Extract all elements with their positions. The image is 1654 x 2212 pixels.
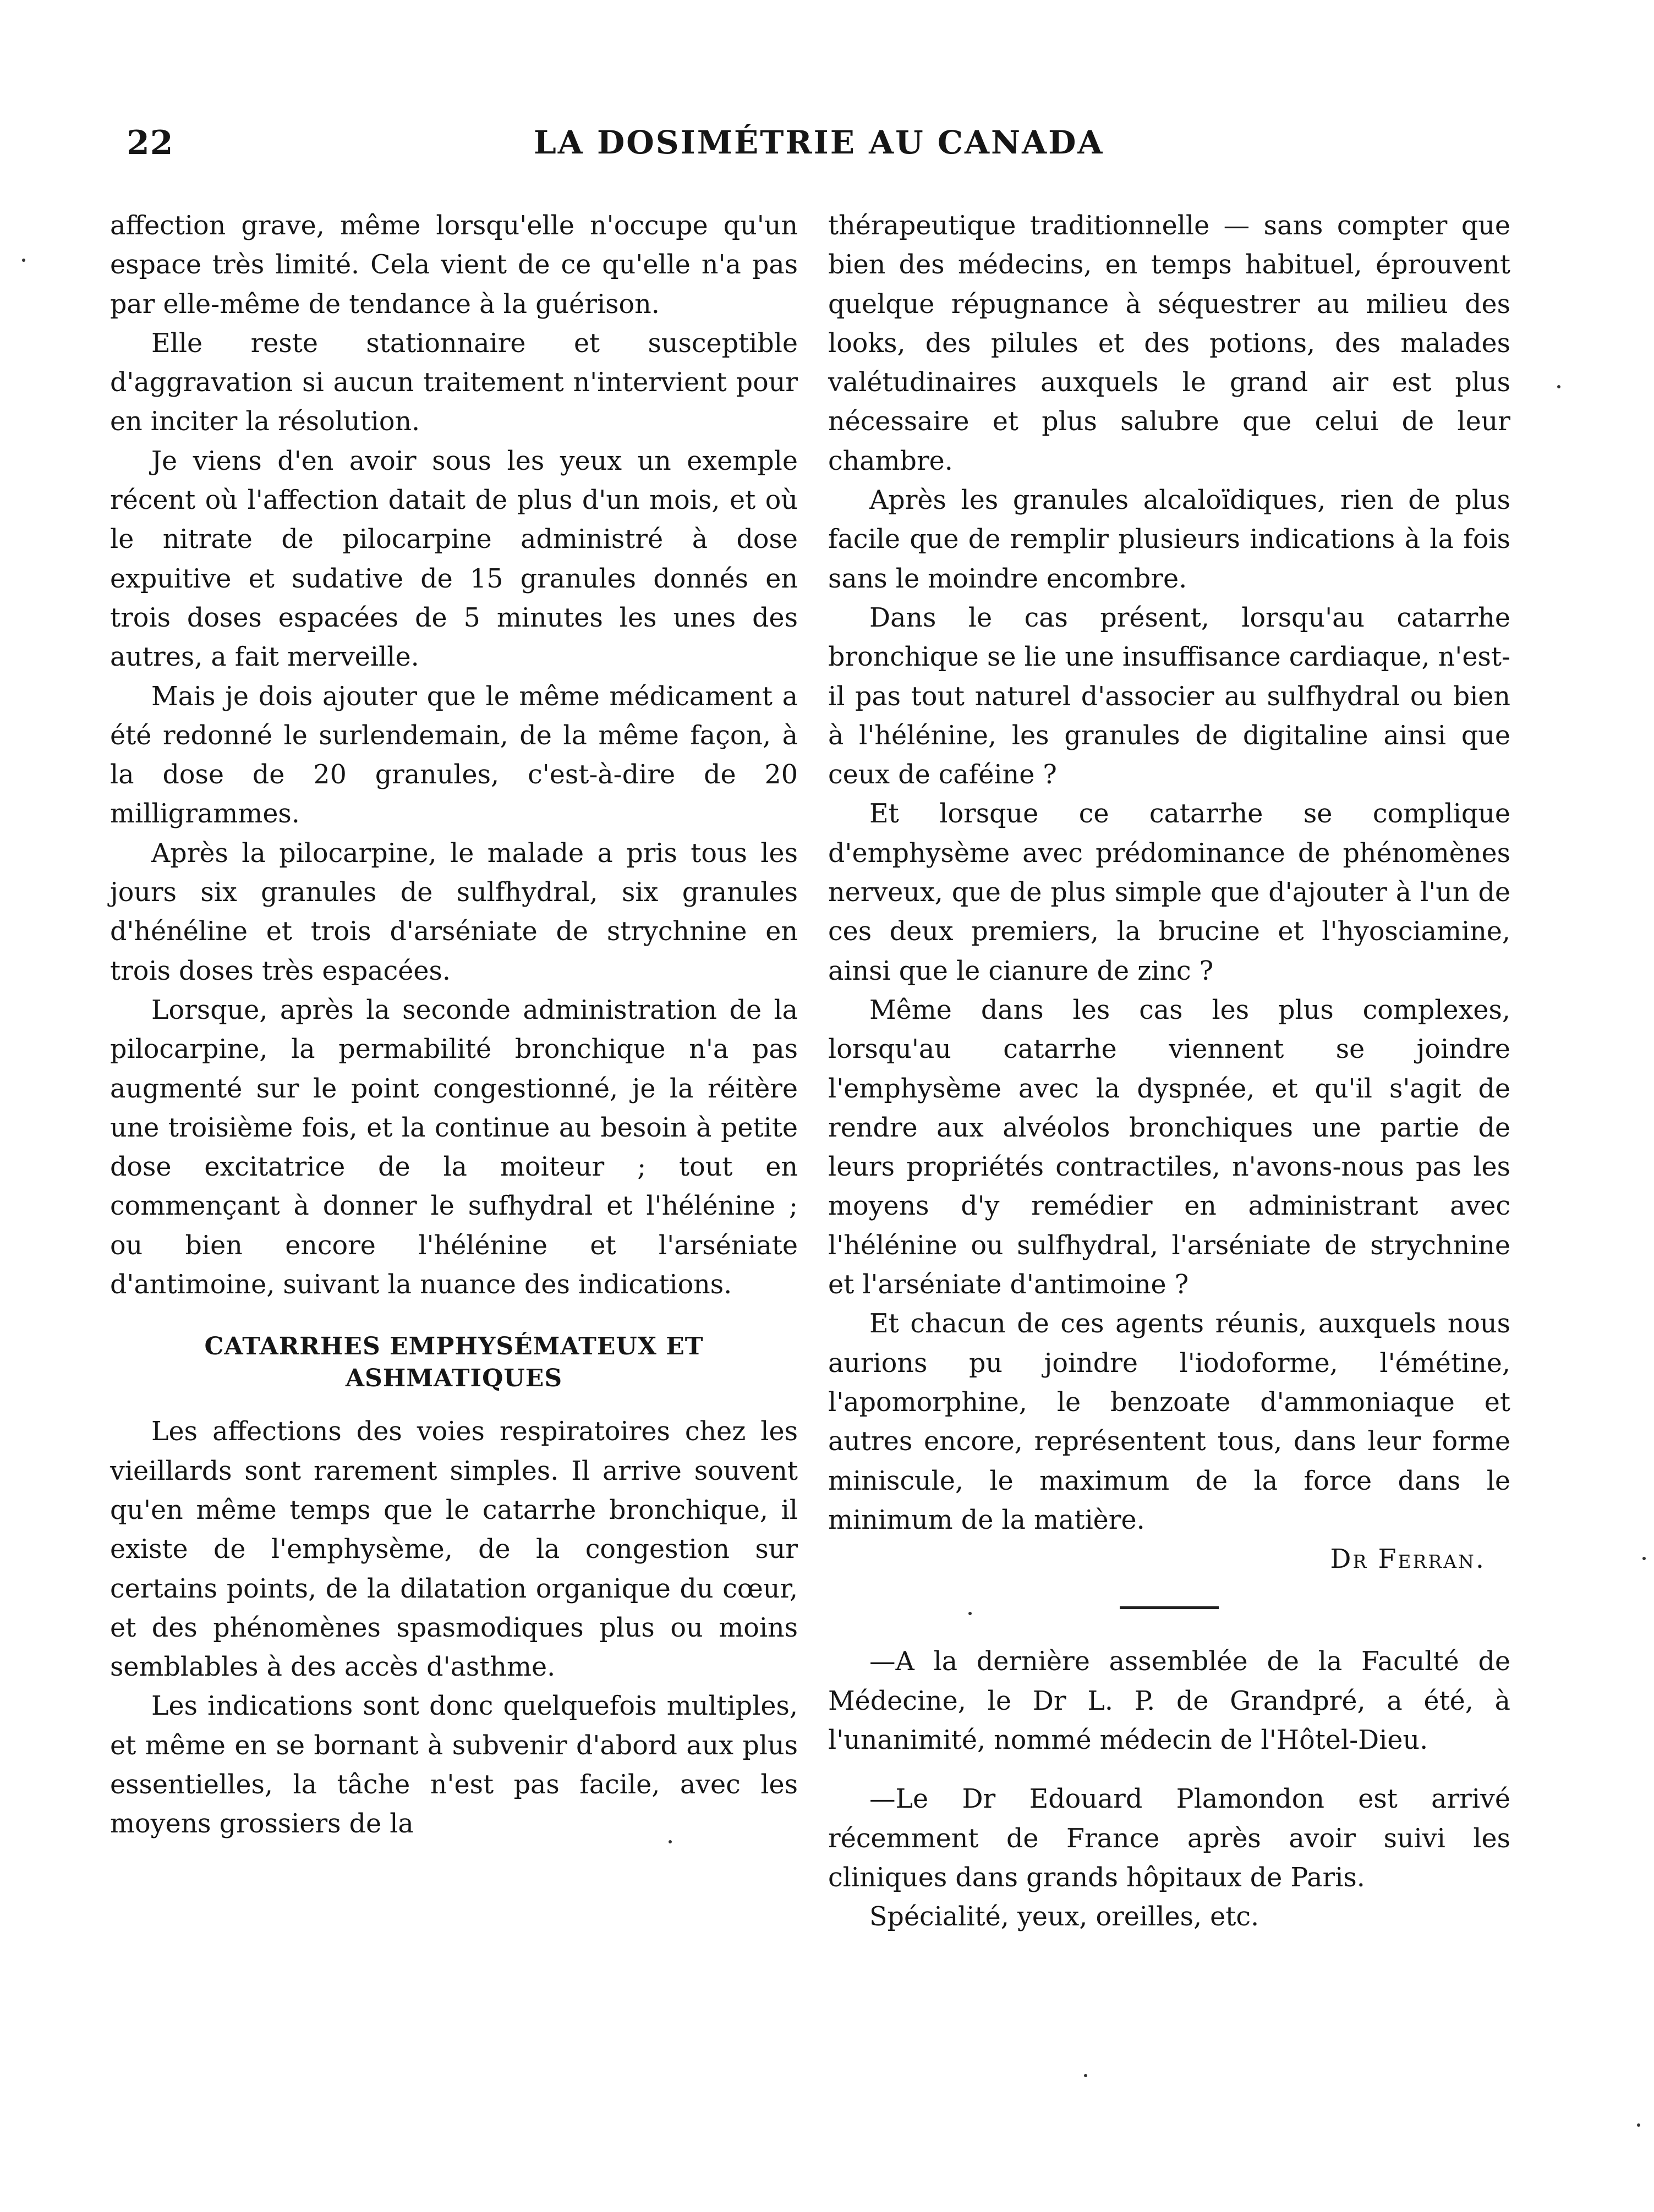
section-divider bbox=[1120, 1606, 1219, 1609]
paragraph: Je viens d'en avoir sous les yeux un exemple récent où l'affection datait de plus d'un mois, et où le nitrate de pilocarpine administré à dose expuitive et sudative de 15 granules donnés en trois doses espacées de 5 minutes les unes des autres, a fait merveille. bbox=[110, 446, 798, 673]
paragraph: Elle reste stationnaire et susceptible d'aggravation si aucun traitement n'intervient pour en inciter la résolution. bbox=[110, 328, 798, 437]
paragraph: Mais je dois ajouter que le même médicament a été redonné le surlendemain, de la même façon, à la dose de 20 granules, c'est-à-dire de 20 milligrammes. bbox=[110, 681, 798, 830]
scan-speck bbox=[1557, 385, 1560, 388]
page-header bbox=[127, 124, 1524, 173]
paragraph: thérapeutique traditionnelle — sans compter que bien des médecins, en temps habituel, éprouvent quelque répugnance à séquestrer au milieu des looks, des pilules et des potions, des malades valétudinaires auxquels le grand air est plus nécessaire et plus salubre que celui de leur chambre. bbox=[828, 211, 1510, 476]
paragraph: Les affections des voies respiratoires chez les vieillards sont rarement simples. Il arrive souvent qu'en même temps que le catarrhe bronchique, il existe de l'emphysème, de la congestion sur certains points, de la dilatation organique du cœur, et des phénomènes spasmodiques plus ou moins semblables à des accès d'asthme. bbox=[110, 1417, 798, 1683]
paragraph: Et chacun de ces agents réunis, auxquels nous aurions pu joindre l'iodoforme, l'émétine, l'apomorphine, le benzoate d'ammoniaque et autres encore, représentent tous, dans leur forme miniscule, le maximum de la force dans le minimum de la matière. bbox=[828, 1309, 1510, 1535]
scan-speck bbox=[1637, 2123, 1640, 2127]
paragraph: Dans le cas présent, lorsqu'au catarrhe bronchique se lie une insuffisance cardiaque, n'est-il pas tout naturel d'associer au sulfhydral ou bien à l'hélénine, les granules de digitaline ainsi que ceux de caféine ? bbox=[828, 602, 1510, 791]
scan-speck bbox=[968, 1612, 972, 1615]
paragraph: Même dans les cas les plus complexes, lorsqu'au catarrhe viennent se joindre l'emphysème avec la dyspnée, et qu'il s'agit de rendre aux alvéolos bronchiques une partie de leurs propriétés contractiles, n'avons-nous pas les moyens d'y remédier en administrant avec l'hélénine ou sulfhydral, l'arséniate de strychnine et l'arséniate d'antimoine ? bbox=[828, 995, 1510, 1300]
scan-speck bbox=[669, 1840, 672, 1843]
news-item: —A la dernière assemblée de la Faculté de Médecine, le Dr L. P. de Grandpré, a été, à l'unanimité, nommé médecin de l'Hôtel-Dieu. bbox=[828, 1646, 1510, 1755]
news-item: Spécialité, yeux, oreilles, etc. bbox=[869, 1902, 1259, 1933]
running-title: LA DOSIMÉTRIE AU CANADA bbox=[534, 124, 1104, 161]
right-column bbox=[828, 206, 1510, 1936]
section-heading: CATARRHES EMPHYSÉMATEUX ET ASHMATIQUES bbox=[204, 1332, 704, 1393]
paragraph: Les indications sont donc quelquefois multiples, et même en se bornant à subvenir d'abord aux plus essentielles, la tâche n'est pas facile, avec les moyens grossiers de la bbox=[110, 1691, 798, 1840]
page-number: 22 bbox=[127, 124, 174, 162]
scan-speck bbox=[22, 259, 25, 262]
news-item: —Le Dr Edouard Plamondon est arrivé récemment de France après avoir suivi les cliniques dans grands hôpitaux de Paris. bbox=[828, 1784, 1510, 1893]
paragraph: affection grave, même lorsqu'elle n'occupe qu'un espace très limité. Cela vient de ce qu'elle n'a pas par elle-même de tendance à la guérison. bbox=[110, 211, 798, 320]
author-signature: Dr Ferran. bbox=[1330, 1544, 1486, 1575]
scan-speck bbox=[1084, 2074, 1087, 2077]
paragraph: Après la pilocarpine, le malade a pris tous les jours six granules de sulfhydral, six granules d'hénéline et trois d'arséniate de strychnine en trois doses très espacées. bbox=[110, 838, 798, 986]
paragraph: Lorsque, après la seconde administration de la pilocarpine, la permabilité bronchique n'a pas augmenté sur le point congestionné, je la réitère une troisième fois, et la continue au besoin à petite dose excitatrice de la moiteur ; tout en commençant à donner le sufhydral et l'hélénine ; ou bien encore l'hélénine et l'arséniate d'antimoine, suivant la nuance des indications. bbox=[110, 995, 798, 1300]
scan-speck bbox=[1642, 1557, 1646, 1560]
paragraph: Et lorsque ce catarrhe se complique d'emphysème avec prédominance de phénomènes nerveux, que de plus simple que d'ajouter à l'un de ces deux premiers, la brucine et l'hyosciamine, ainsi que le cianure de zinc ? bbox=[828, 799, 1510, 986]
left-column bbox=[110, 206, 798, 1844]
paragraph: Après les granules alcaloïdiques, rien de plus facile que de remplir plusieurs indications à la fois sans le moindre encombre. bbox=[828, 485, 1510, 594]
